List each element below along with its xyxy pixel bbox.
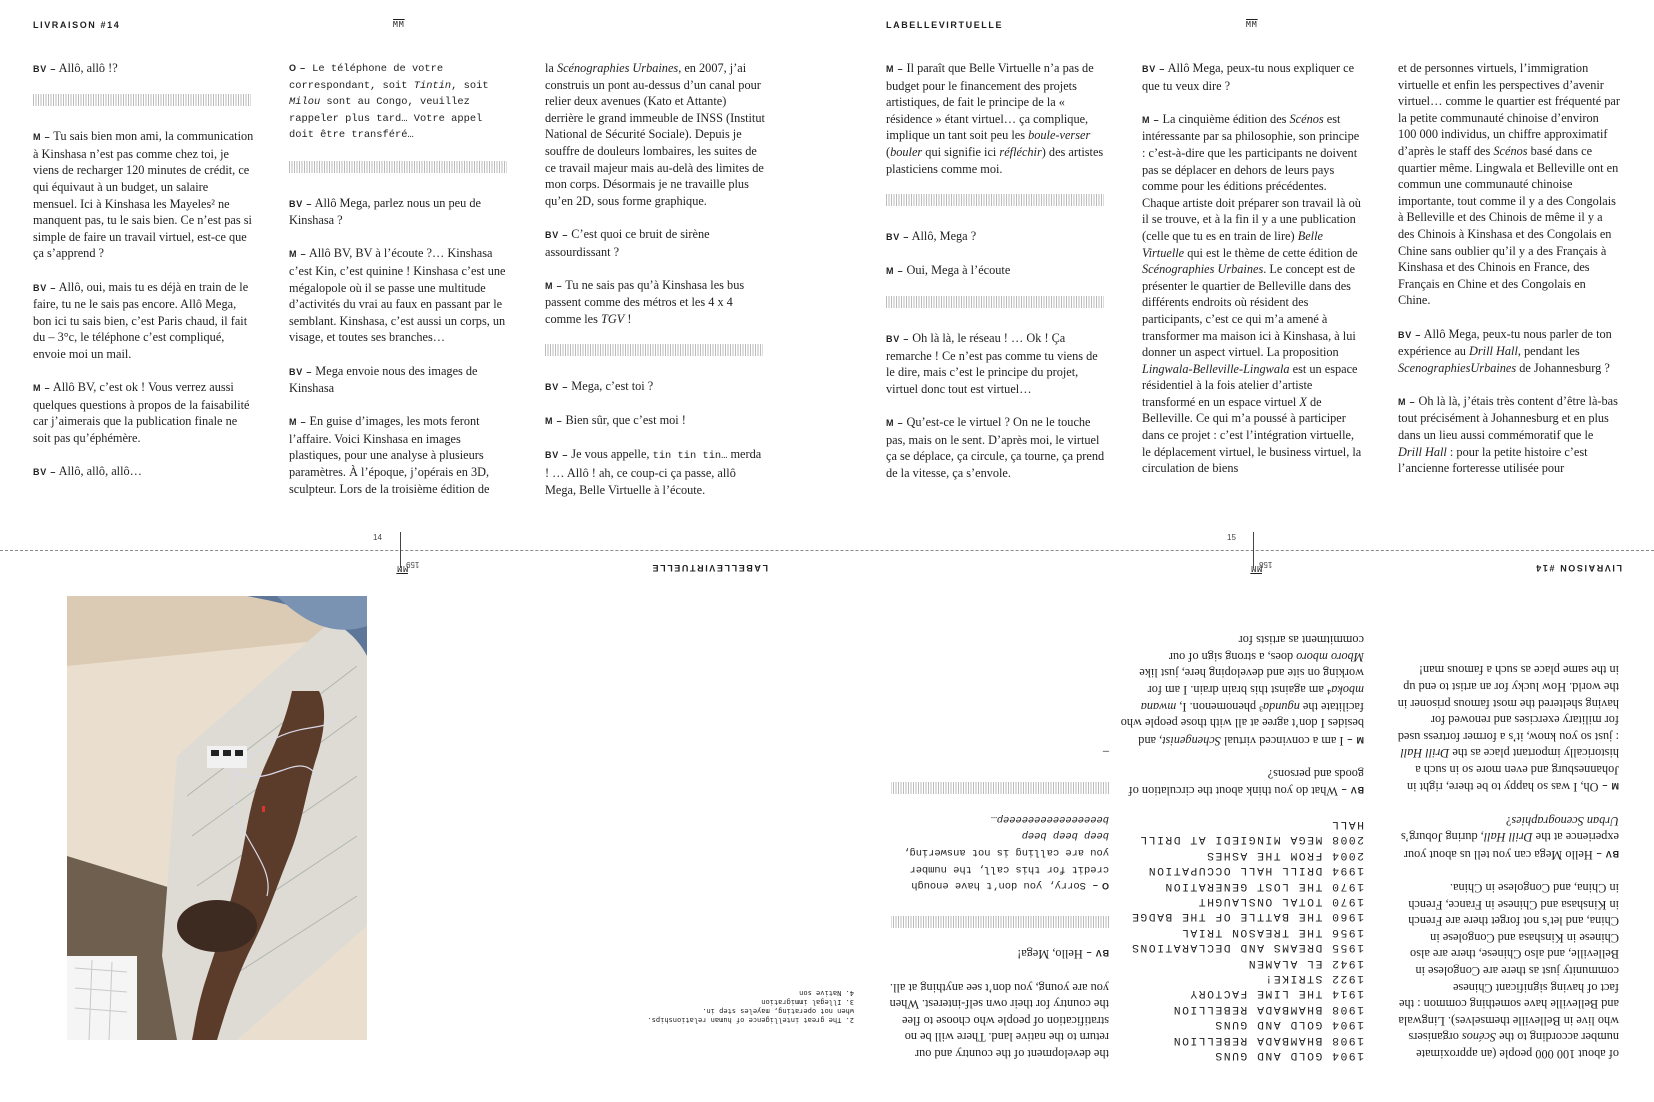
timeline-entry: 2008 MEGA MINGIEDI AT DRILL HALL [1138, 817, 1364, 846]
dialogue-text: qui est le thème de cette édition de [1184, 245, 1358, 260]
footnote: 4. Native son [799, 989, 854, 997]
dialogue-text: réfléchir [999, 144, 1042, 159]
dialogue-text: Je vous appelle, [571, 447, 653, 462]
speaker: M – [1142, 114, 1160, 125]
speaker: M – [886, 64, 904, 74]
timeline-entry: 1914 THE LIME FACTORY [1188, 987, 1364, 1000]
dialogue-text: beeeeeeeeeeeeeeeep… [990, 812, 1109, 825]
speaker: M – [545, 416, 563, 427]
dialogue-text: Tu ne sais pas qu’à Kinshasa les bus passent comme des métros et les 4 x 4 comme les [545, 277, 745, 326]
dialogue-text: Allô Mega, parlez nous un peu de Kinshasa ? [289, 195, 481, 228]
dialogue-text: Hello, Mega! [1017, 947, 1083, 962]
issue-title-lower: LIVRAISON #14 [1534, 563, 1622, 573]
dialogue-text: de Belleville. Ce qui m’a poussé à participer dans ce projet : c’est l’intégration virtuelle, le déplacement virtuel, le business virtuel, la circulation de biens [1142, 394, 1362, 476]
dialogue-text: the development of the country and our return to the native land. There will be no stratification of people who choose to flee the country for their own self-interest. When you are young, you don’t see anything at all. [889, 980, 1109, 1061]
speaker: BV – [289, 198, 313, 209]
dialogue-text: : pour la petite histoire c’est l’ancienne forteresse utilisée pour [1398, 444, 1588, 476]
dialogue-text: C’est quoi ce bruit de sirène assourdissant ? [545, 226, 710, 259]
speaker: BV – [1085, 948, 1109, 959]
text-column-3 [545, 60, 767, 515]
footnote: 3. Illegal immigration [761, 998, 854, 1006]
dialogue-text: , during Joburg’s [1400, 830, 1484, 845]
dialogue-text: Allô BV, c’est ok ! Vous verrez aussi quelques questions à propos de la faisabilité car j’aimerais que la publication finale ne soit pas qu’éphémère. [33, 380, 250, 445]
dialogue-text: Allô, allô !? [58, 61, 118, 75]
separator-pattern [33, 94, 251, 106]
text-column-1 [33, 60, 255, 497]
timeline-entry: 1970 TOTAL ONSLAUGHT [1197, 894, 1364, 907]
dialogue-text: Qu’est-ce le virtuel ? On ne le touche pas, mais on le sent. D’après moi, le virtuel ça se déplace, ça circule, ça tourne, ça prend de la vitesse, ça s’envole. [886, 415, 1105, 480]
separator-pattern [886, 296, 1104, 308]
speaker: BV – [545, 229, 569, 240]
dialogue-text: Allô, allô, allô… [58, 464, 142, 479]
dialogue-text: X [1299, 394, 1307, 409]
dialogue-text: boule-verser [1028, 128, 1091, 143]
dialogue-text: Sorry, you don’t have enough credit for this call, the number you are calling is not answering, [903, 846, 1109, 892]
speaker: M – [289, 249, 307, 260]
text-column-6 [1398, 60, 1620, 493]
speaker: M – [33, 383, 51, 394]
dialogue-text: ) des artistes plasticiens comme moi. [886, 144, 1104, 176]
dialogue-text: ( [886, 144, 891, 159]
dialogue-text: est intéressante par sa philosophie, son principe : c’est-à-dire que les participants ne doivent pas se déplacer en dehors de leurs pays comme pour les éditions précédentes. Chaque artiste doit préparer son travail là où il se trouve, et à la fin il y a une publication (celle que tu es en train de lire) [1142, 111, 1361, 243]
dialogue-text: ngunda [1262, 699, 1300, 714]
dialogue-text: Lingwala-Belleville-Lingwala [1142, 361, 1290, 376]
dialogue-text: ScenographiesUrbaines [1398, 360, 1517, 375]
speaker: M – [545, 280, 563, 291]
dialogue-text: ! [624, 311, 632, 326]
dialogue-text: Belle Virtuelle [1142, 228, 1323, 260]
dialogue-text: . Le concept est de présenter le quartier de Belleville dans des différents endroits où résident des participants, c’est ce qui m’a amené à transformer ma maison ici à Kinshasa, à lui donner un aspect virtuel. La proposition [1142, 262, 1356, 360]
speaker: BV – [545, 382, 569, 393]
lower-text-column-3 [887, 727, 1109, 1063]
dialogue-text: Scénos [1461, 1030, 1497, 1045]
dialogue-text: Drill Hall [1400, 746, 1450, 761]
dialogue-text: Allô, Mega ? [911, 228, 977, 243]
speaker: BV – [1398, 329, 1422, 340]
separator-pattern [545, 344, 763, 356]
dialogue-text: Bien sûr, que c’est moi ! [565, 413, 686, 428]
dialogue-text: de Johannesburg ? [1516, 360, 1610, 375]
dialogue-text: does, a strong sign of our commitment as artists for [1168, 633, 1364, 664]
separator-pattern [891, 916, 1109, 928]
timeline-entry: 1908 BHAMBADA REBELLION [1172, 1002, 1364, 1015]
dialogue-text: Allô BV, BV à l’écoute ?… Kinshasa c’est Kin, c’est quinine ! Kinshasa c’est une mégalopole où il se passe une multitude d’activités du vrai au faux en passant par le semblant. Kinshasa, c’est aussi un corps, un visage, et toutes ses branches… [289, 246, 506, 345]
magazine-title: LABELLEVIRTUELLE [886, 20, 1004, 30]
dialogue-text: Scénographies Urbaines [1142, 262, 1264, 277]
speaker: BV – [33, 282, 57, 293]
dialogue-text: Scénos [1289, 111, 1324, 126]
speaker: O – [1092, 881, 1109, 892]
speaker: BV – [289, 366, 313, 377]
dialogue-text: ⁴ am against this brain drain. I am for working on site and developing here, just like [1139, 666, 1364, 697]
dialogue-text: Scénos [1493, 143, 1528, 158]
timeline-entry: 1908 BHAMBADA REBELLION [1172, 1033, 1364, 1046]
dialogue-text: Drill Hall [1469, 344, 1518, 359]
dialogue-text: et de personnes virtuels, l’immigration virtuelle et enfin les perspectives d’avenir virtuel… comme le quartier est fréquenté par la petite communauté chinoise d’environ 100 000 individus, un chiffre approximatif d’après le staff des [1398, 61, 1620, 158]
lower-text-column-2 [1114, 615, 1364, 1062]
mm-mark-lower-right: $\overline{MM}$ [396, 564, 408, 573]
timeline-entry: 1955 DREAMS AND DECLARATIONS [1130, 941, 1364, 954]
separator-pattern [289, 161, 507, 173]
dialogue-text: est un espace résidentiel à la fois atelier d’artiste transformé en un espace virtuel [1142, 361, 1358, 409]
dialogue-text: sont au Congo, veuillez rappeler plus tard… Votre appel doit être transféré… [289, 96, 483, 142]
timeline-entry: 1960 THE BATTLE OF THE BADGE [1130, 910, 1364, 923]
dialogue-text: Urban Scenographies [1511, 813, 1619, 828]
page-number: 158 [1259, 560, 1273, 569]
dash-mark: – [1102, 744, 1109, 759]
speaker: BV – [1142, 64, 1166, 74]
dialogue-text: What do you think about the circulation of goods and persons? [1128, 766, 1364, 799]
dialogue-text: Drill Hall [1398, 444, 1447, 459]
speaker: BV – [1595, 848, 1619, 859]
speaker: BV – [33, 467, 57, 478]
speaker: BV – [886, 231, 910, 242]
dialogue-text: Tu sais bien mon ami, la communication à Kinshasa n’est pas comme chez toi, je viens de recharger 120 minutes de crédit, ce qui équivaut à un budget, un salaire mensuel. Ici à Kinshasa les Mayeles² ne manquent pas, tu le sais bien. Ce n’est pas si simple de faire un travail virtuel, est-ce que ça s’apprend ? [33, 129, 254, 261]
dialogue-text: Mega, c’est toi ? [571, 379, 654, 394]
speaker: BV – [33, 64, 57, 74]
dialogue-text: En guise d’images, les mots feront l’affaire. Voici Kinshasa en images plastiques, pour une analyse à plusieurs paramètres. À l’époque, j’opérais en 3D, sculpteur. Lors de la troisième édition de [289, 414, 490, 496]
dialogue-text: , pendant les [1517, 344, 1580, 359]
page-number: 159 [406, 560, 420, 569]
lower-text-column-1 [1397, 645, 1619, 1062]
page-number: 14 [373, 533, 382, 542]
footnote: 2. The great intelligence of human relationships. [647, 1016, 854, 1024]
dialogue-text: ³ phenomenon. I, [1176, 699, 1263, 714]
magazine-title-lower: LABELLEVIRTUELLE [650, 563, 768, 573]
dialogue-text: of about 100 000 people (an approximate number according to the [1416, 1030, 1619, 1061]
lower-spread-rotated [0, 551, 1654, 1102]
timeline-entry: 1904 GOLD AND GUNS [1213, 1018, 1364, 1031]
timeline-entry: 1904 GOLD AND GUNS [1213, 1049, 1364, 1061]
dialogue-text: beep beep beep [1021, 829, 1109, 842]
dialogue-text: Allô, oui, mais tu es déjà en train de le faire, tu ne le sais pas encore. Allô Mega, bon ici tu sais bien, c’est Paris chaud, il fait du – 3°c, le téléphone c’est compliqué, envoie moi un mail. [33, 279, 249, 361]
dialogue-text: Oh là là, le réseau ! … Ok ! Ça remarche ! Ce n’est pas comme tu viens de le dire, mais c’est le principe du projet, virtuel donc tout est virtuel… [886, 331, 1098, 396]
dialogue-text: mwana mboka [1140, 682, 1364, 714]
dialogue-text: Il paraît que Belle Virtuelle n’a pas de budget pour le financement des projets artistiques, de fait le principe de la « résidence » étant virtuel… ça complique, implique un tant soit peu les [886, 61, 1094, 143]
speaker: M – [886, 265, 904, 276]
dialogue-text: Allô Mega, peux-tu nous parler de ton expérience au [1398, 326, 1612, 359]
dialogue-text: , soit [451, 79, 489, 92]
speaker: M – [886, 418, 904, 429]
dialogue-text: , en 2007, j’ai construis un pont au-dessus d’un canal pour relier deux avenues (Kato et Attante) derrière le grand immeuble de INSS (Institut National de Sécurité Sociale). Depuis je souffre de douleurs lombaires, les suites de ce travail majeur mais au-delà des limites de mon corps. Désormais je ne travaille plus qu’en 2D, sous forme graphique. [545, 61, 765, 208]
dialogue-text: qui signifie ici [922, 144, 1000, 159]
dialogue-text: merda ! … Allô ! ah, ce coup-ci ça passe, allô Mega, Belle Virtuelle à l’écoute. [545, 447, 762, 497]
footnote: when not operating, mayeles step in. [702, 1007, 854, 1015]
dialogue-text: Mega envoie nous des images de Kinshasa [289, 363, 478, 396]
dialogue-text: Allô Mega, peux-tu nous expliquer ce que tu veux dire ? [1142, 61, 1355, 93]
dialogue-text: Hello Mega can you tell us about your experience at the [1403, 830, 1619, 862]
speaker: M – [1398, 396, 1416, 407]
dialogue-text: Drill Hall [1483, 830, 1533, 845]
dialogue-text: Oh, I was so happy to be there, right in Johannesburg and even more so in such a historically important place as the [1406, 746, 1619, 795]
separator-pattern [886, 194, 1104, 206]
text-column-2 [289, 60, 511, 514]
speaker: M – [33, 132, 51, 143]
issue-title: LIVRAISON #14 [33, 20, 121, 30]
mm-mark-right: $\overline{MM}$ [1246, 20, 1258, 29]
timeline-entry: 1994 DRILL HALL OCCUPATION [1147, 864, 1364, 877]
speaker: M – [289, 417, 307, 428]
mm-mark-lower: $\overline{MM}$ [1250, 564, 1262, 573]
timeline-entry: 1942 EL ALAMEN [1247, 956, 1364, 969]
dialogue-text: Mboro mboro [1296, 649, 1364, 664]
dialogue-text: Milou [289, 96, 321, 109]
dialogue-text: basé dans ce quartier même. Lingwala et Belleville ont en commun une communauté chinoise importante, tout comme il y a des Congolais à Belleville et des Chinois de même il y a des Chinois à Kinshasa et des Congolais en Chine sans oublier qu’il y a des Français à Kinshasa et des Chinois en France, des Français en Chine et des Congolais en Chine. [1398, 143, 1619, 308]
dialogue-text: Oh là là, j’étais très content d’être là-bas tout précisément à Johannesburg et en plus dans un lieu aussi commémoratif que le [1398, 393, 1618, 443]
page-number: 15 [1227, 533, 1236, 542]
dialogue-text: Le téléphone de votre correspondant, soit [289, 63, 444, 92]
dialogue-text: , and besides I don’t agree at all with those people who facilitate the [1120, 699, 1364, 748]
speaker: BV – [545, 450, 569, 461]
dialogue-text: Tintin [413, 79, 452, 92]
dialogue-text: ? [1505, 813, 1512, 828]
speaker: M – [1601, 781, 1619, 792]
dialogue-text: La cinquième édition des [1162, 111, 1290, 126]
dialogue-text: Oui, Mega à l’écoute [906, 262, 1011, 277]
dialogue-text: organisers who live in Belleville themselves). Lingwala and Belleville have something common : the fact of having significant Chinese community just as there are Congolese in Belleville, and also Chinese, there are also Chinese in Kinshasa and Congolese in China, and let’s not forget there are French in Kinshasa and Chinese in France, French in China, and Congolese in China. [1398, 881, 1619, 1045]
drill-hall-timeline [1114, 816, 1364, 1063]
speaker: BV – [886, 334, 910, 345]
dialogue-text: I am a convinced virtual [1220, 733, 1344, 748]
dialogue-text: tin tin tin… [652, 450, 728, 463]
speaker: M – [1346, 734, 1364, 745]
dialogue-text: TGV [601, 311, 625, 326]
dialogue-text: bouler [890, 144, 923, 159]
mm-mark: $\overline{MM}$ [393, 20, 405, 29]
timeline-entry: 2004 FROM THE ASHES [1205, 848, 1364, 861]
dialogue-text: Scénographies Urbaines [556, 61, 679, 75]
dialogue-text: : just so you know, it’s a former fortress used for military exercises and renowed for having sheltered the most famous prisoner in the world. How lucky for an artist to end up in the same place as such a famous man! [1397, 663, 1619, 744]
dialogue-text: la [545, 61, 557, 75]
speaker: O – [289, 63, 306, 73]
timeline-entry: 1970 THE LOST GENERATION [1163, 879, 1364, 892]
timeline-entry: 1922 STRIKE! [1263, 971, 1364, 984]
text-column-5 [1142, 60, 1364, 493]
separator-pattern [891, 782, 1109, 794]
dialogue-text: Schengenist [1162, 733, 1221, 748]
footnotes [624, 988, 854, 1024]
speaker: BV – [1340, 785, 1364, 796]
timeline-entry: 1956 THE TREASON TRIAL [1180, 925, 1364, 938]
text-column-4 [886, 60, 1108, 498]
